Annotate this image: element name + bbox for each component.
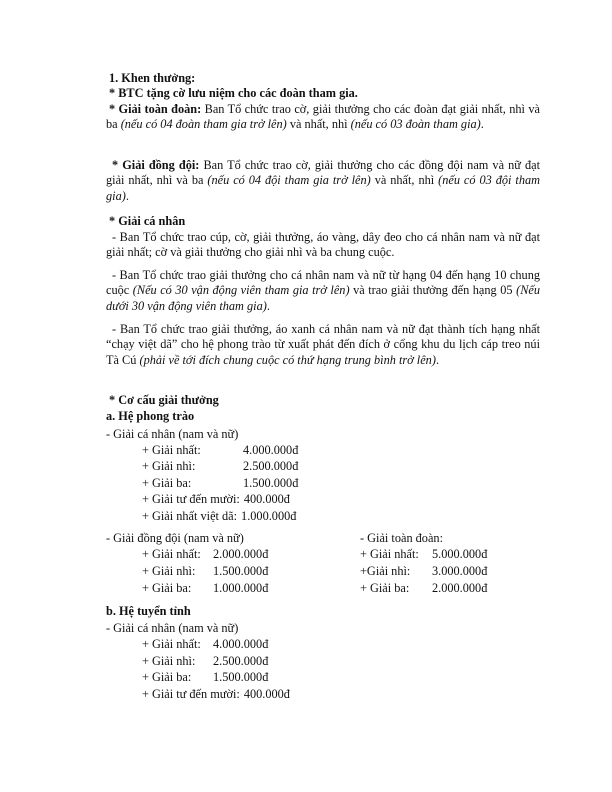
team-award-end: .: [480, 117, 484, 132]
prize-row: [142, 670, 268, 685]
system-a-title: a. Hệ phong trào: [106, 409, 195, 423]
prize-row: [142, 637, 268, 652]
group-award-note1: (nếu có 04 đội tham gia trở lên): [207, 173, 371, 188]
team-award-note2: (nếu có 03 đoàn tham gia): [350, 117, 481, 132]
prize-value: 1.500.000đ: [213, 564, 269, 578]
structure-title: * Cơ cấu giải thưởng: [109, 393, 219, 407]
prize-row: [142, 509, 296, 524]
flag-line: * BTC tặng cờ lưu niệm cho các đoàn tham gia.: [109, 86, 358, 100]
prize-value: 1.000.000đ: [213, 581, 269, 595]
prize-value: 1.000.000đ: [241, 508, 297, 523]
prize-row: [142, 687, 290, 702]
prize-value: 1.500.000đ: [243, 475, 299, 490]
system-a-team-label: - Giải toàn đoàn:: [360, 531, 443, 545]
prize-value: 2.500.000đ: [213, 653, 269, 668]
individual-award-p2: [106, 268, 540, 314]
prize-row: [142, 654, 268, 669]
prize-row: [360, 564, 487, 579]
prize-label: + Giải nhất:: [142, 443, 201, 457]
team-award-text2: và nhất, nhì: [286, 117, 351, 132]
individual-p3-end: .: [435, 352, 440, 367]
group-award-text2: và nhất, nhì: [370, 173, 439, 188]
prize-value: 3.000.000đ: [432, 564, 488, 578]
individual-p2-note1: (Nếu có 30 vận động viên tham gia trở lên): [132, 283, 350, 298]
group-award-text1: Ban Tổ chức trao cờ, giải thưởng cho các đồng đội nam và nữ đạt giải nhất, nhì và ba: [106, 158, 540, 188]
group-award-end: .: [125, 188, 129, 203]
prize-label: + Giải tư đến mười:: [142, 492, 240, 507]
system-a-group-label: - Giải đồng đội (nam và nữ): [106, 531, 244, 545]
group-award-note2: (nếu có 03 đội tham gia): [106, 173, 541, 203]
prize-label: + Giải ba:: [142, 581, 192, 595]
prize-row: [142, 564, 268, 579]
individual-p3-note: (phải về tới đích chung cuộc có thứ hạng trung bình trở lên): [139, 352, 436, 367]
prize-label: + Giải nhất:: [142, 637, 201, 651]
prize-value: 1.500.000đ: [213, 670, 269, 685]
prize-row: [142, 492, 290, 507]
prize-label: +Giải nhì:: [360, 564, 411, 578]
prize-label: + Giải nhì:: [142, 653, 196, 668]
group-award-paragraph: [106, 158, 540, 204]
prize-row: [142, 476, 298, 491]
prize-label: + Giải ba:: [142, 670, 192, 685]
prize-label: + Giải nhất việt dã:: [142, 508, 238, 523]
section-title: 1. Khen thưởng:: [109, 71, 196, 85]
team-award-note1: (nếu có 04 đoàn tham gia trở lên): [120, 117, 287, 132]
prize-value: 400.000đ: [243, 686, 290, 701]
group-award-head: * Giải đồng đội:: [112, 158, 200, 172]
prize-row: [360, 581, 487, 596]
prize-value: 2.000.000đ: [432, 581, 488, 595]
prize-label: + Giải nhì:: [142, 564, 196, 578]
prize-label: + Giải nhất:: [142, 547, 201, 561]
individual-p2-end: .: [266, 298, 270, 313]
prize-value: 4.000.000đ: [243, 443, 299, 457]
prize-label: + Giải ba:: [142, 475, 192, 490]
individual-p2-text1: - Ban Tổ chức trao giải thưởng cho cá nhân nam và nữ từ hạng 04 đến hạng 10 chung cuộc: [106, 268, 540, 298]
prize-label: + Giải ba:: [360, 581, 410, 595]
system-b-individual-label: - Giải cá nhân (nam và nữ): [106, 621, 239, 635]
team-award-text1: Ban Tổ chức trao cờ, giải thưởng cho các đoàn đạt giải nhất, nhì và ba: [106, 102, 540, 132]
team-award-paragraph: [106, 102, 540, 133]
individual-p2-note2: (Nếu dưới 30 vận động viên tham gia): [106, 283, 540, 313]
prize-value: 400.000đ: [243, 492, 290, 507]
individual-p2-text2: và trao giải thưởng đến hạng 05: [349, 283, 517, 298]
prize-label: + Giải tư đến mười:: [142, 686, 240, 701]
team-award-head: * Giải toàn đoàn:: [109, 102, 202, 116]
prize-row: [142, 459, 298, 474]
prize-value: 2.500.000đ: [243, 459, 299, 474]
prize-value: 4.000.000đ: [213, 637, 269, 651]
prize-row: [142, 581, 268, 596]
individual-award-p1: - Ban Tổ chức trao cúp, cờ, giải thưởng, áo vàng, dây đeo cho cá nhân nam và nữ đạt giải nhất; cờ và giải thưởng cho giải nhì và ba chung cuộc.: [106, 230, 540, 260]
prize-row: [360, 547, 487, 562]
individual-award-head: * Giải cá nhân: [109, 214, 186, 228]
prize-label: + Giải nhất:: [360, 547, 419, 561]
prize-row: [142, 443, 298, 458]
prize-label: + Giải nhì:: [142, 459, 196, 474]
prize-value: 2.000.000đ: [213, 547, 269, 561]
system-a-individual-label: - Giải cá nhân (nam và nữ): [106, 427, 239, 441]
prize-row: [142, 547, 268, 562]
individual-p3-text1: - Ban Tổ chức trao giải thưởng, áo xanh cá nhân nam và nữ đạt thành tích hạng nhất “chạy việt dã” cho hệ phong trào từ xuất phát đến đích ở cổng khu du lịch cáp treo núi Tà Cú: [106, 322, 540, 367]
individual-award-p3: [106, 322, 540, 368]
prize-value: 5.000.000đ: [432, 547, 488, 561]
system-b-title: b. Hệ tuyển tỉnh: [106, 604, 191, 618]
